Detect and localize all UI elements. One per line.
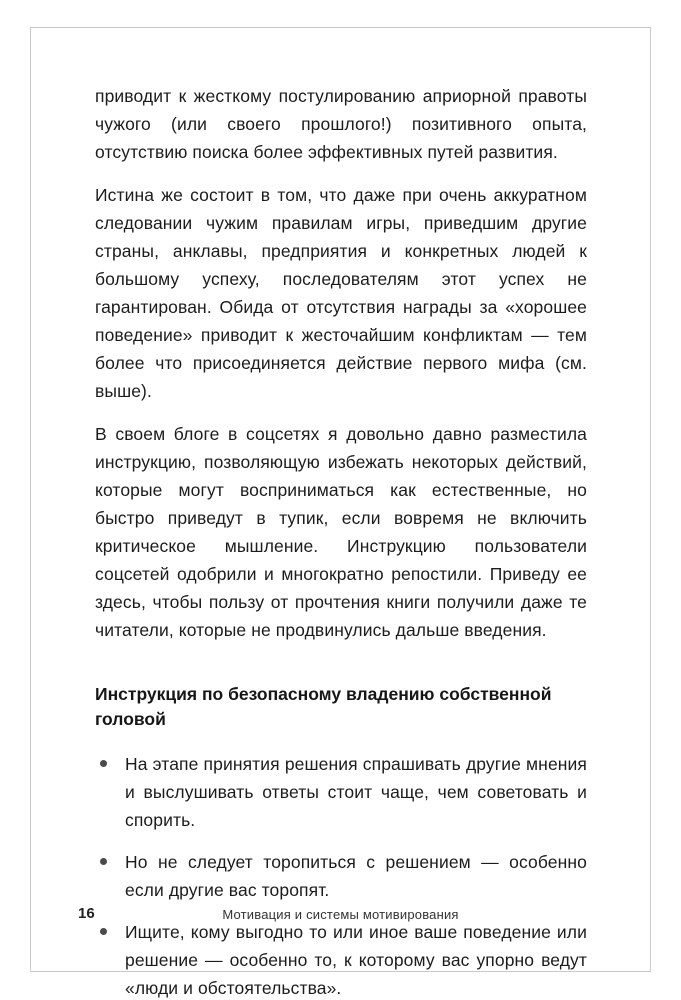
- list-item: [95, 750, 587, 834]
- list-item-text: На этапе принятия решения спрашивать другие мнения и выслушивать ответы стоит чаще, чем советовать и спорить.: [125, 754, 587, 830]
- page-number: 16: [78, 905, 95, 922]
- section-heading: Инструкция по безопасному владению собственной головой: [95, 684, 552, 729]
- body-paragraph: приводит к жесткому постулированию априорной правоты чужого (или своего прошлого!) позитивного опыта, отсутствию поиска более эффективных путей развития.: [95, 86, 587, 162]
- bullet-icon: [100, 858, 107, 865]
- list-item-text: Но не следует торопиться с решением — особенно если другие вас торопят.: [125, 852, 587, 900]
- list-item: [95, 848, 587, 904]
- body-paragraph: Истина же состоит в том, что даже при очень аккуратном следовании чужим правилам игры, приведшим другие страны, анклавы, предприятия и конкретных людей к большому успеху, последователям этот успех не гарантирован. Обида от отсутствия награды за «хорошее поведение» приводит к жесточайшим конфликтам — тем более что присоединяется действие первого мифа (см. выше).: [95, 185, 587, 401]
- bullet-icon: [100, 928, 107, 935]
- body-paragraph: В своем блоге в соцсетях я довольно давно разместила инструкцию, позволяющую избежать некоторых действий, которые могут восприниматься как естественные, но быстро приведут в тупик, если вовремя не включить критическое мышление. Инструкцию пользователи соцсетей одобрили и многократно репостили. Приведу ее здесь, чтобы пользу от прочтения книги получили даже те читатели, которые не продвинулись дальше введения.: [95, 424, 587, 640]
- list-item-text: Ищите, кому выгодно то или иное ваше поведение или решение — особенно то, к которому вас упорно ведут «люди и обстоятельства».: [125, 922, 587, 998]
- page-footer: [0, 905, 681, 925]
- page-content: [95, 82, 587, 1000]
- bullet-icon: [100, 760, 107, 767]
- bullet-list: [95, 750, 587, 1000]
- list-item: [95, 918, 587, 1000]
- running-title: Мотивация и системы мотивирования: [222, 907, 459, 922]
